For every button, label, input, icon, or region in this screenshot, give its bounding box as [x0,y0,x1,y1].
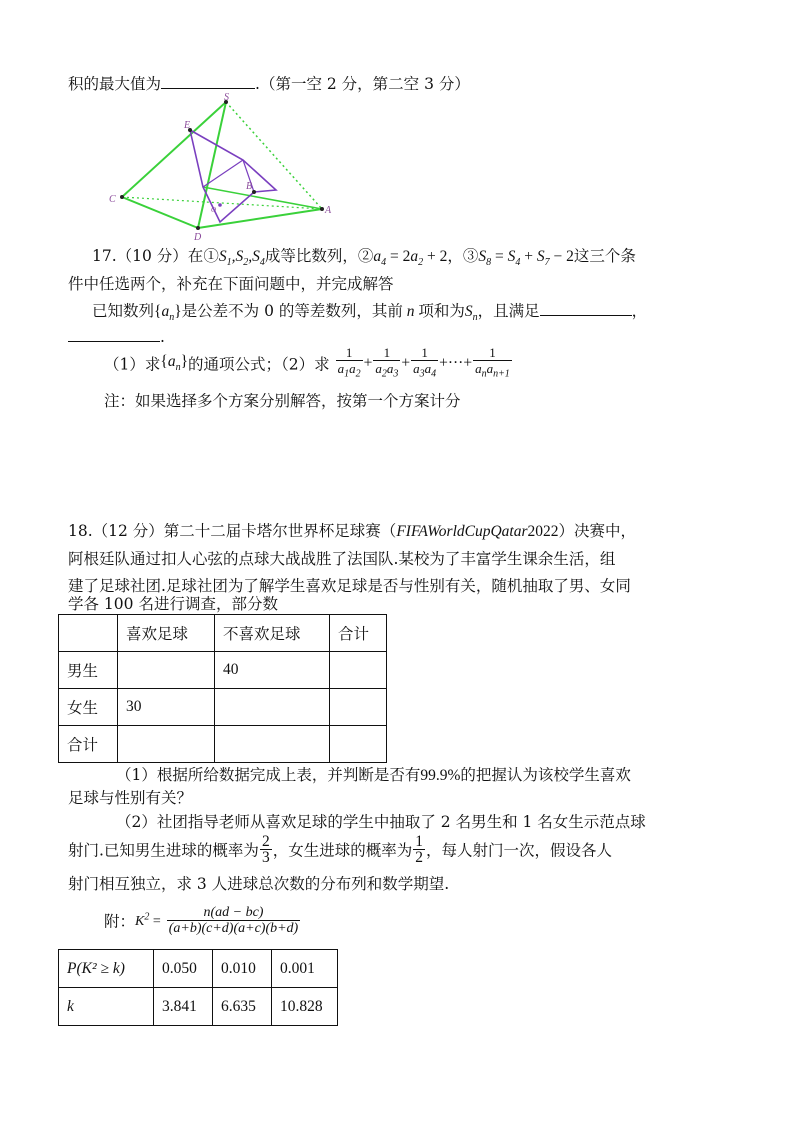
label-a: A [325,205,332,216]
condition-blank-1[interactable] [540,301,632,316]
table-row [59,988,338,1026]
table-cell: 30 [118,689,215,726]
math-s1s2s4: $S_1,S_2,S_4$ [218,248,265,269]
table-cell: P(K² ≥ k) [59,950,154,988]
q17-line4: . [68,327,165,346]
table-cell: 40 [215,652,330,689]
label-e: E [184,120,191,131]
label-o: O [211,206,217,214]
vertex-a [320,207,324,211]
table-cell[interactable] [118,726,215,763]
table-cell[interactable] [215,726,330,763]
q18-part2-line3: 射门相互独立，求 3 人进球总次数的分布列和数学期望. [68,875,450,893]
table-header-row [59,615,387,652]
vertex-b [252,190,256,194]
fraction-one-half: $\frac{1}{2}$ [415,833,423,866]
table-cell: 合计 [330,615,387,652]
label-s: S [224,92,229,103]
q17-line1: 17.（10 分）在$①S_1,S_2,S_4$成等比数列，$②a_4 = 2a_2 + 2$，$③S_8 = S_4 + S_7 - 2$这三个条 [92,247,636,269]
table-row [59,689,387,726]
fraction-two-thirds: $\frac{2}{3}$ [261,833,270,866]
fraction-1-a3a4: $\frac{1}{a_3a_4}$ [413,345,437,380]
table-cell: 喜欢足球 [118,615,215,652]
math-an: $\{a_n\}$ [154,303,182,324]
table-cell: k [59,988,154,1026]
q17-line3: 已知数列$\{a_n\}$是公差不为 0 的等差数列，其前 n 项和为$S_n$，且满足 ， [92,302,648,324]
vertex-d [196,226,200,230]
point-o [218,203,222,207]
q18-line3: 建了足球社团.足球社团为了解学生喜欢足球是否与性别有关，随机抽取了男、女同 [68,577,631,595]
fraction-1-a1a2: $\frac{1}{a_1a_2}$ [337,345,361,380]
table-cell[interactable] [118,652,215,689]
answer-blank[interactable] [161,74,255,89]
label-c: C [109,194,116,205]
q18-line4: 学各 100 名进行调查，部分数 [68,595,278,613]
table-cell: 0.001 [272,950,338,988]
pyramid-figure [100,92,340,242]
condition-blank-2[interactable] [68,327,160,342]
q17-line2: 件中任选两个，补充在下面问题中，并完成解答 [68,275,394,293]
table-cell: 6.635 [213,988,272,1026]
table-row [59,652,387,689]
fraction-1-anan1: $\frac{1}{a_na_{n+1}}$ [475,345,510,380]
q18-part2-line2: 射门.已知男生进球的概率为 $\frac{2}{3}$ ，女生进球的概率为 $\frac{1}{2}$ ，每人射门一次，假设各人 [68,833,612,866]
table-cell[interactable] [330,689,387,726]
q18-part1: （1）根据所给数据完成上表，并判断是否有99.9%的把握认为该校学生喜欢 [116,766,631,784]
q17-parts: （1）求$\{a_n\}$的通项公式；（2）求 $\frac{1}{a_1a_2}$ + $\frac{1}{a_2a_3}$ + $\frac{1}{a_3a_4}$ +···+ $\frac{1}{a_na_{n+1}}$ [104,345,510,380]
table-cell: 男生 [59,652,118,689]
label-b: B [246,181,253,192]
q18-part1-cont: 足球与性别有关？ [68,789,193,807]
table-row [59,726,387,763]
table-cell: 0.010 [213,950,272,988]
table-cell [59,615,118,652]
table-cell: 10.828 [272,988,338,1026]
table-row [59,950,338,988]
fraction-1-a2a3: $\frac{1}{a_2a_3}$ [375,345,399,380]
table-cell[interactable] [330,652,387,689]
q17-note: 注：如果选择多个方案分别解答，按第一个方案计分 [104,392,461,410]
critical-value-table [58,949,338,1026]
label-d: D [194,232,202,242]
math-condition-3: $S_8 = S_4 + S_7 - 2$ [478,248,574,269]
table-cell: 合计 [59,726,118,763]
contingency-table [58,614,387,763]
table-cell: 不喜欢足球 [215,615,330,652]
formula-k2: 附：$K^2$ = $\frac{n(ad - bc)}{(a+b)(c+d)(a+c)(b+d)}$ [104,905,299,936]
chi-square-fraction: $\frac{n(ad - bc)}{(a+b)(c+d)(a+c)(b+d)}$ [168,905,299,936]
table-cell: 女生 [59,689,118,726]
q18-line1: 18.（12 分）第二十二届卡塔尔世界杯足球赛（FIFAWorldCupQatar2022）决赛中， [68,522,637,540]
vertex-c [120,195,124,199]
table-cell: 3.841 [154,988,213,1026]
q16-tail-line: 积的最大值为 .（第一空 2 分，第二空 3 分） [68,75,470,93]
table-cell: 0.050 [154,950,213,988]
q18-part2-line1: （2）社团指导老师从喜欢足球的学生中抽取了 2 名男生和 1 名女生示范点球 [116,813,646,831]
math-condition-2: $a_4 = 2a_2 + 2$ [373,248,448,269]
q18-line2: 阿根廷队通过扣人心弦的点球大战战胜了法国队.某校为了丰富学生课余生活，组 [68,550,616,568]
table-cell[interactable] [330,726,387,763]
table-cell[interactable] [215,689,330,726]
